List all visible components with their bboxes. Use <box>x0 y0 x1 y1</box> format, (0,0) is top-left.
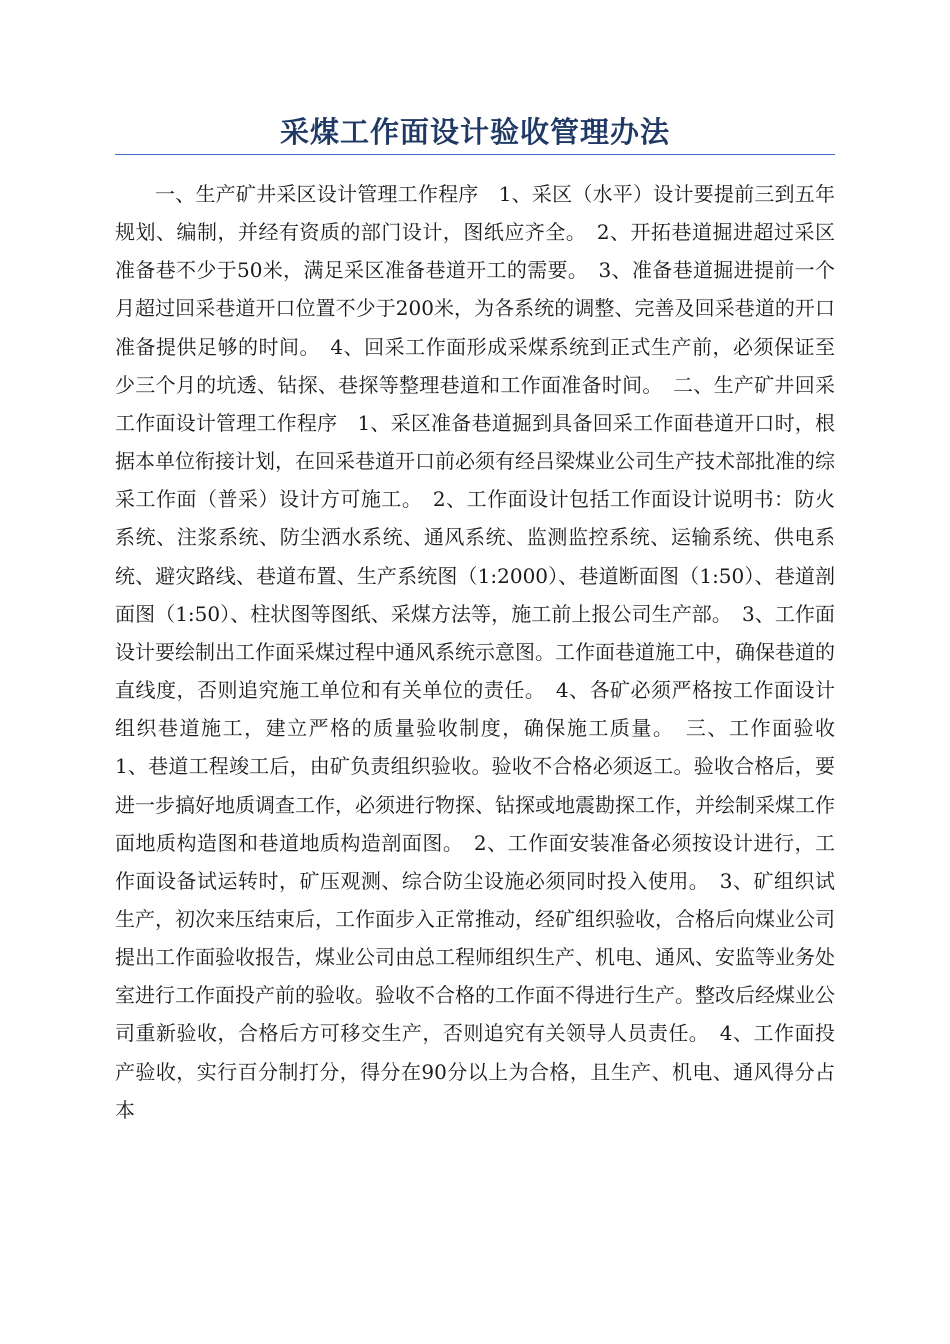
document-title: 采煤工作面设计验收管理办法 <box>279 115 670 149</box>
title-underline <box>115 154 835 155</box>
document-body: 一、生产矿井采区设计管理工作程序 1、采区（水平）设计要提前三到五年规划、编制，并经有资质的部门设计，图纸应齐全。 2、开拓巷道掘进超过采区准备巷不少于50米，满足采区准备巷道开工的需要。 3、准备巷道掘进提前一个月超过回采巷道开口位置不少于200米，为各系统的调整、完善及回采巷道的开口准备提供足够的时间。 4、回采工作面形成采煤系统到正式生产前，必须保证至少三个月的坑透、钻探、巷探等整理巷道和工作面准备时间。 二、生产矿井回采工作面设计管理工作程序 1、采区准备巷道掘到具备回采工作面巷道开口时，根据本单位衔接计划，在回采巷道开口前必须有经吕梁煤业公司生产技术部批准的综采工作面（普采）设计方可施工。 2、工作面设计包括工作面设计说明书：防火系统、注浆系统、防尘洒水系统、通风系统、监测监控系统、运输系统、供电系统、避灾路线、巷道布置、生产系统图（1:2000）、巷道断面图（1:50）、巷道剖面图（1:50）、柱状图等图纸、采煤方法等，施工前上报公司生产部。 3、工作面设计要绘制出工作面采煤过程中通风系统示意图。工作面巷道施工中，确保巷道的直线度，否则追究施工单位和有关单位的责任。 4、各矿必须严格按工作面设计组织巷道施工，建立严格的质量验收制度，确保施工质量。 三、工作面验收 1、巷道工程竣工后，由矿负责组织验收。验收不合格必须返工。验收合格后，要进一步搞好地质调查工作，必须进行物探、钻探或地震勘探工作，并绘制采煤工作面地质构造图和巷道地质构造剖面图。 2、工作面安装准备必须按设计进行，工作面设备试运转时，矿压观测、综合防尘设施必须同时投入使用。 3、矿组织试生产，初次来压结束后，工作面步入正常推动，经矿组织验收，合格后向煤业公司提出工作面验收报告，煤业公司由总工程师组织生产、机电、通风、安监等业务处室进行工作面投产前的验收。验收不合格的工作面不得进行生产。整改后经煤业公司重新验收，合格后方可移交生产，否则追究有关领导人员责任。 4、工作面投产验收，实行百分制打分，得分在90分以上为合格，且生产、机电、通风得分占本 <box>115 182 855 1122</box>
